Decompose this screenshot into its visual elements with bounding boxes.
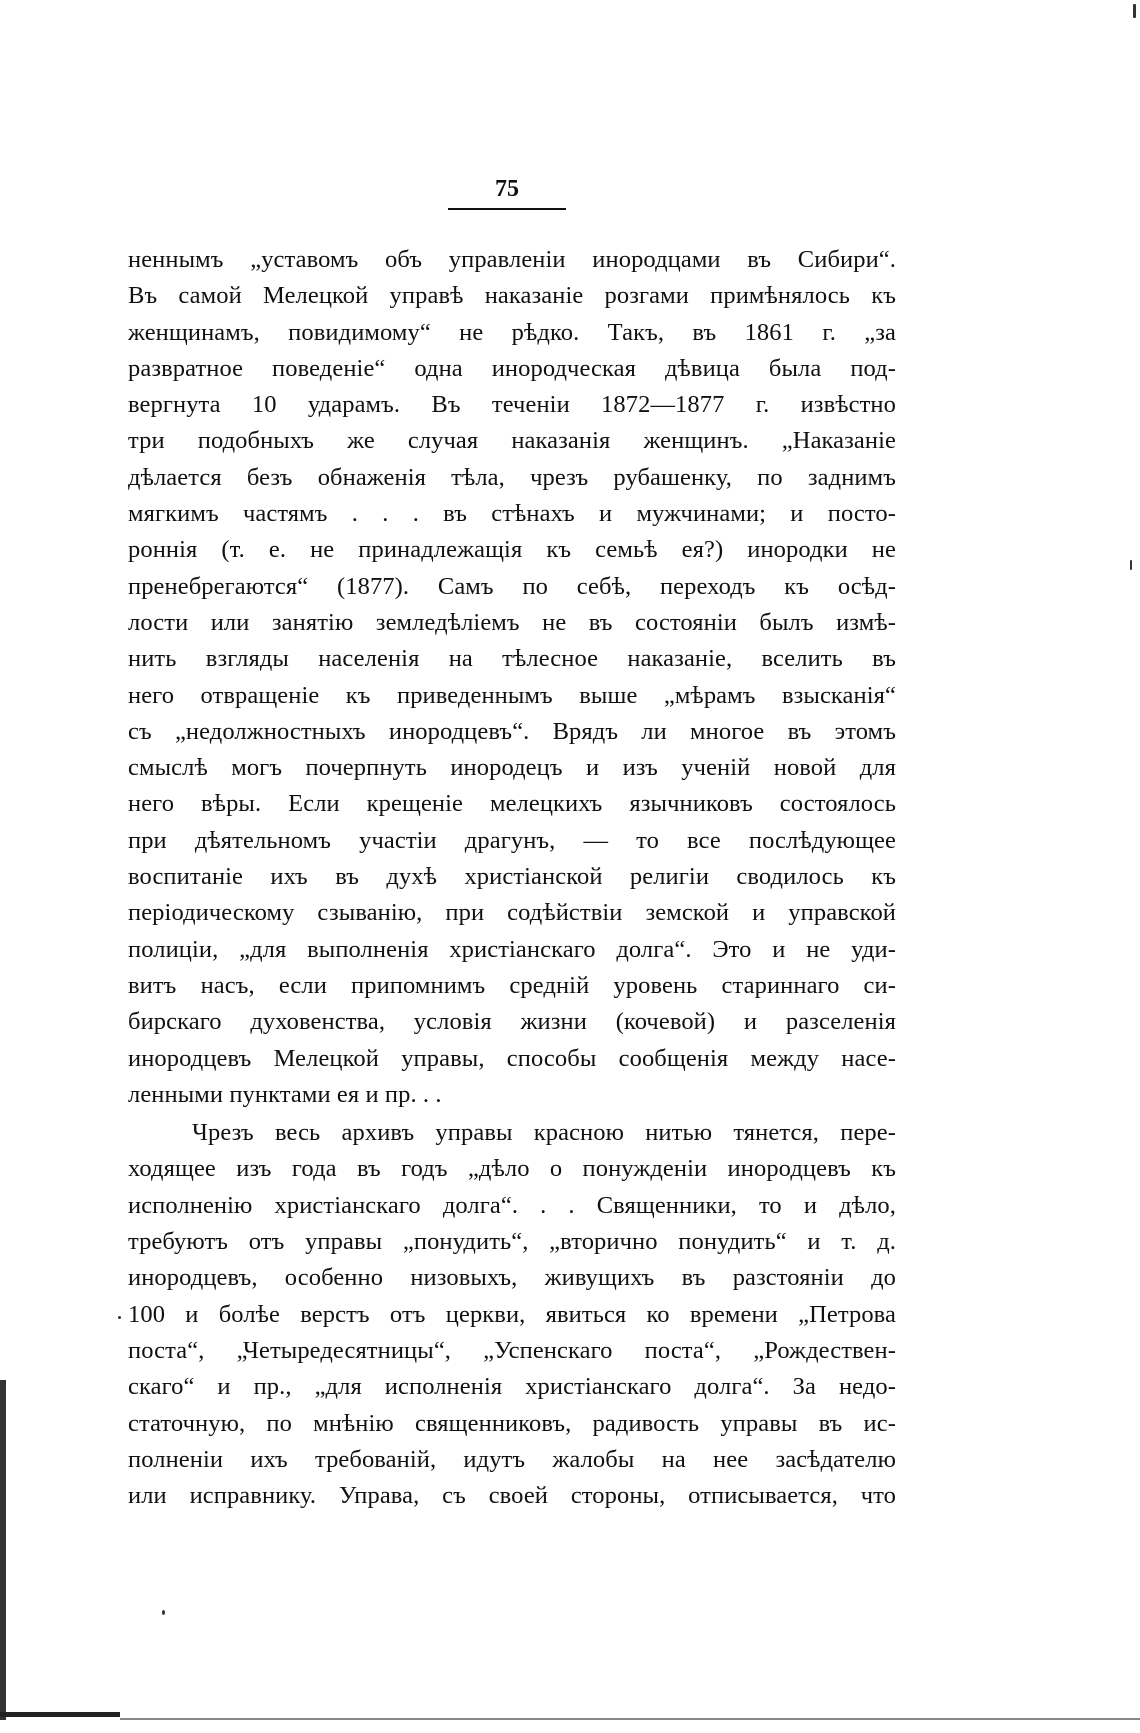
scan-speck xyxy=(1133,4,1136,18)
text-line: пренебрегаются“ (1877). Самъ по себѣ, переходъ къ осѣд- xyxy=(128,572,896,600)
body-text xyxy=(128,242,896,1514)
text-line: ходящее изъ года въ годъ „дѣло о понужденіи инородцевъ къ xyxy=(128,1155,896,1183)
page-number-rule xyxy=(448,208,566,210)
text-line: инородцевъ Мелецкой управы, способы сообщенія между насе- xyxy=(128,1044,896,1072)
text-line: витъ насъ, если припомнимъ средній уровень стариннаго си- xyxy=(128,971,896,999)
text-line: при дѣятельномъ участіи драгунъ, — то все послѣдующее xyxy=(128,826,896,854)
text-line: статочную, по мнѣнію священниковъ, радивость управы въ ис- xyxy=(128,1409,896,1437)
text-line: ленными пунктами ея и пр. . . xyxy=(128,1080,442,1108)
scan-edge-bottom xyxy=(0,1712,120,1717)
text-line: женщинамъ, повидимому“ не рѣдко. Такъ, въ 1861 г. „за xyxy=(128,318,896,346)
scan-edge-left xyxy=(0,1380,6,1720)
text-line: скаго“ и пр., „для исполненія христіанскаго долга“. За недо- xyxy=(128,1373,896,1401)
text-line: требуютъ отъ управы „понудить“, „вторично понудить“ и т. д. xyxy=(128,1228,896,1256)
text-line: или исправнику. Управа, съ своей стороны, отписывается, что xyxy=(128,1482,896,1510)
text-line: инородцевъ, особенно низовыхъ, живущихъ въ разстояніи до xyxy=(128,1264,896,1292)
text-line: бирскаго духовенства, условія жизни (кочевой) и разселенія xyxy=(128,1008,896,1036)
text-line: періодическому сзыванію, при содѣйствіи земской и управской xyxy=(128,899,896,927)
text-line: исполненію христіанскаго долга“. . . Священники, то и дѣло, xyxy=(128,1191,896,1219)
text-line: роннія (т. е. не принадлежащія къ семьѣ ея?) инородки не xyxy=(128,536,896,564)
text-line: неннымъ „уставомъ объ управленіи инородцами въ Сибири“. xyxy=(128,246,896,273)
page-number: 75 xyxy=(495,176,519,202)
text-line: развратное поведеніе“ одна инородческая дѣвица была под- xyxy=(128,354,896,382)
text-line: дѣлается безъ обнаженія тѣла, чрезъ рубашенку, по заднимъ xyxy=(128,463,896,491)
text-line: вергнута 10 ударамъ. Въ теченіи 1872—1877 г. извѣстно xyxy=(128,391,896,419)
scan-edge-bottom-line xyxy=(120,1718,1140,1720)
scan-speck xyxy=(118,1316,121,1319)
text-line: смыслѣ могъ почерпнуть инородецъ и изъ ученій новой для xyxy=(128,754,896,782)
text-line: полненіи ихъ требованій, идутъ жалобы на нее засѣдателю xyxy=(128,1445,896,1473)
text-line: Чрезъ весь архивъ управы красною нитью тянется, пере- xyxy=(192,1119,896,1147)
scan-speck xyxy=(1130,560,1132,570)
text-line: мягкимъ частямъ . . . въ стѣнахъ и мужчинами; и посто- xyxy=(128,500,896,528)
text-line: полиціи, „для выполненія христіанскаго долга“. Это и не уди- xyxy=(128,935,896,963)
text-line: него вѣры. Если крещеніе мелецкихъ язычниковъ состоялось xyxy=(128,790,896,818)
text-line: поста“, „Четыредесятницы“, „Успенскаго поста“, „Рождествен- xyxy=(128,1336,896,1364)
text-line: нить взгляды населенія на тѣлесное наказаніе, вселить въ xyxy=(128,645,896,673)
text-line: 100 и болѣе верстъ отъ церкви, явиться ко времени „Петрова xyxy=(128,1300,896,1328)
text-line: лости или занятію земледѣліемъ не въ состояніи былъ измѣ- xyxy=(128,608,896,636)
text-line: него отвращеніе къ приведеннымъ выше „мѣрамъ взысканія“ xyxy=(128,681,896,709)
text-line: воспитаніе ихъ въ духѣ христіанской религіи сводилось къ xyxy=(128,863,896,891)
scan-speck xyxy=(162,1610,165,1615)
text-line: три подобныхъ же случая наказанія женщинъ. „Наказаніе xyxy=(128,427,896,455)
text-line: съ „недолжностныхъ инородцевъ“. Врядъ ли многое въ этомъ xyxy=(128,717,896,745)
text-line: Въ самой Мелецкой управѣ наказаніе розгами примѣнялось къ xyxy=(128,282,896,310)
